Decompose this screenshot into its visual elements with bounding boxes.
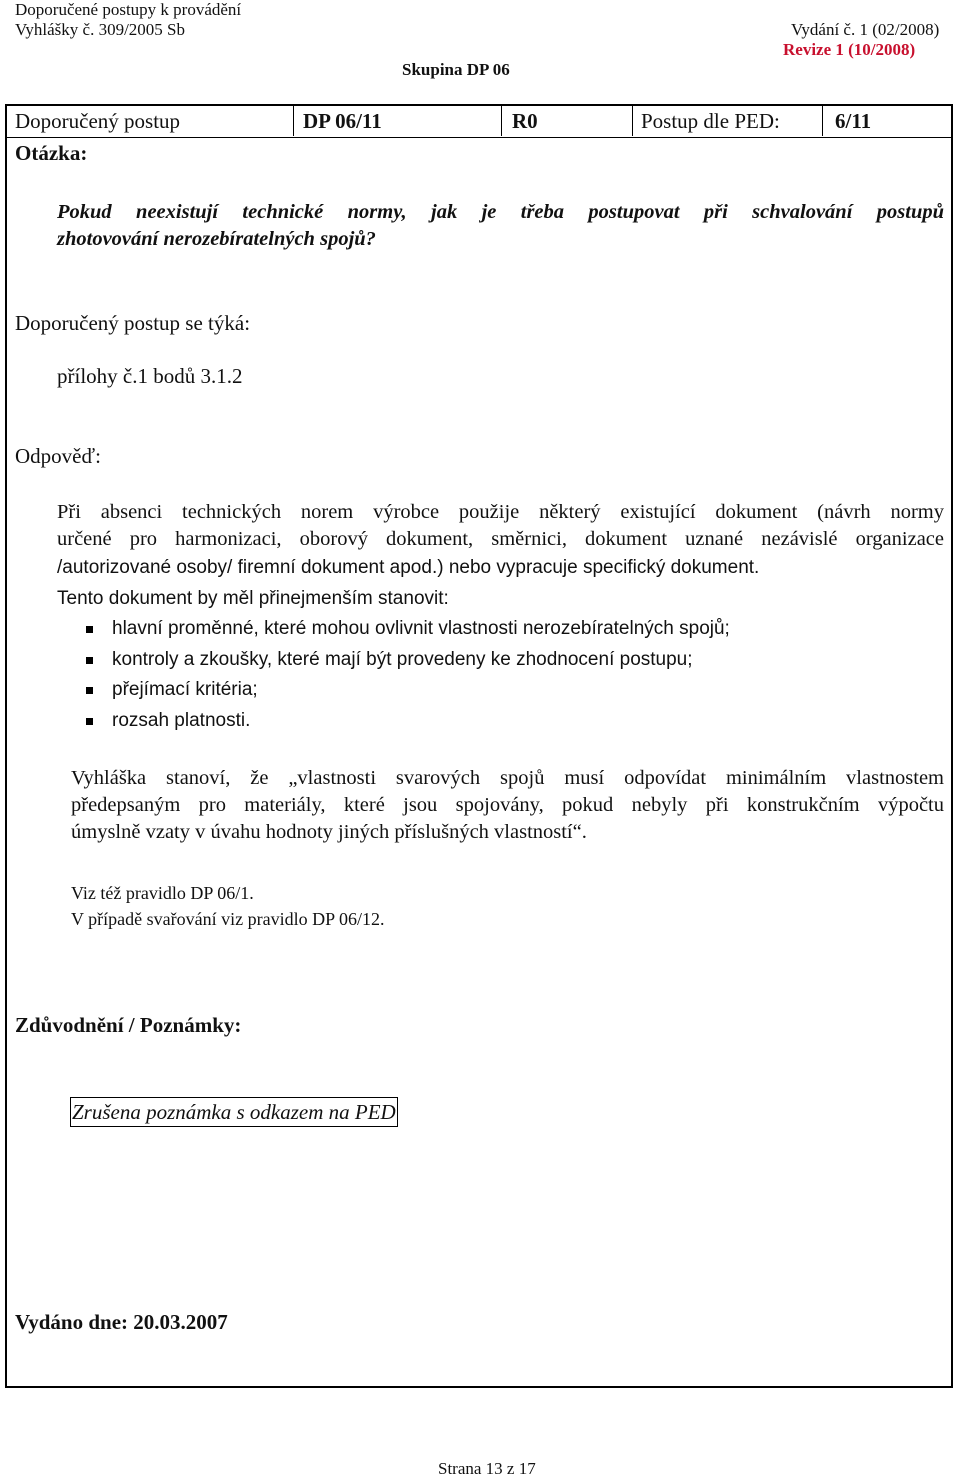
procedure-table-row bbox=[5, 104, 953, 138]
bullet-icon bbox=[86, 687, 93, 694]
question-label: Otázka: bbox=[15, 141, 88, 165]
see-also-1: Viz též pravidlo DP 06/1. bbox=[71, 883, 254, 903]
cell-procedure-id: DP 06/11 bbox=[303, 109, 382, 133]
question-line-1: Pokud neexistují technické normy, jak je třeba postupovat při schvalování postupů bbox=[57, 201, 944, 223]
question-line-2: zhotovování nerozebíratelných spojů? bbox=[57, 228, 376, 250]
answer-label: Odpověď: bbox=[15, 444, 101, 468]
cell-revision: R0 bbox=[512, 109, 538, 133]
regulation-name: Vyhlášky č. 309/2005 Sb bbox=[15, 20, 185, 39]
page-number: Strana 13 z 17 bbox=[438, 1459, 536, 1478]
list-item: kontroly a zkoušky, které mají být provedeny ke zhodnocení postupu; bbox=[112, 649, 693, 670]
cell-procedure-label: Doporučený postup bbox=[15, 109, 181, 133]
applies-label: Doporučený postup se týká: bbox=[15, 311, 251, 335]
list-item: rozsah platnosti. bbox=[112, 710, 251, 731]
doc-series-title: Doporučené postupy k provádění bbox=[15, 0, 242, 19]
answer-p1-line-2: určené pro harmonizaci, oborový dokument, směrnici, dokument uznané nezávislé organizace bbox=[57, 528, 944, 550]
notes-boxed-text: Zrušena poznámka s odkazem na PED bbox=[70, 1097, 398, 1127]
list-item: hlavní proměnné, které mohou ovlivnit vlastnosti nerozebíratelných spojů; bbox=[112, 618, 730, 639]
bullet-icon bbox=[86, 657, 93, 664]
answer-p1-line-3: /autorizované osoby/ firemní dokument apod.) nebo vypracuje specifický dokument. bbox=[57, 557, 760, 578]
applies-value: přílohy č.1 bodů 3.1.2 bbox=[57, 364, 243, 388]
group-label: Skupina DP 06 bbox=[402, 60, 510, 79]
answer-intro: Tento dokument by měl přinejmenším stanovit: bbox=[57, 588, 449, 609]
decree-quote-line-1: Vyhláška stanoví, že „vlastnosti svarových spojů musí odpovídat minimálním vlastnostem bbox=[71, 767, 944, 789]
cell-ped-value: 6/11 bbox=[835, 109, 872, 133]
answer-p1-line-1: Při absenci technických norem výrobce použije některý existující dokument (návrh normy bbox=[57, 501, 944, 523]
decree-quote-line-2: předepsaným pro materiály, které jsou spojovány, pokud nebyly při konstrukčním výpočtu bbox=[71, 794, 944, 816]
decree-quote-line-3: úmyslně vzaty v úvahu hodnoty jiných příslušných vlastností“. bbox=[71, 821, 587, 843]
see-also-2: V případě svařování viz pravidlo DP 06/12. bbox=[71, 909, 385, 929]
issued-date: Vydáno dne: 20.03.2007 bbox=[15, 1310, 228, 1334]
cell-ped-label: Postup dle PED: bbox=[641, 109, 780, 133]
revision-label: Revize 1 (10/2008) bbox=[783, 40, 916, 59]
list-item: přejímací kritéria; bbox=[112, 679, 258, 700]
content-frame bbox=[5, 104, 953, 1388]
edition-label: Vydání č. 1 (02/2008) bbox=[791, 20, 940, 39]
notes-label: Zdůvodnění / Poznámky: bbox=[15, 1013, 242, 1037]
bullet-icon bbox=[86, 718, 93, 725]
bullet-icon bbox=[86, 626, 93, 633]
